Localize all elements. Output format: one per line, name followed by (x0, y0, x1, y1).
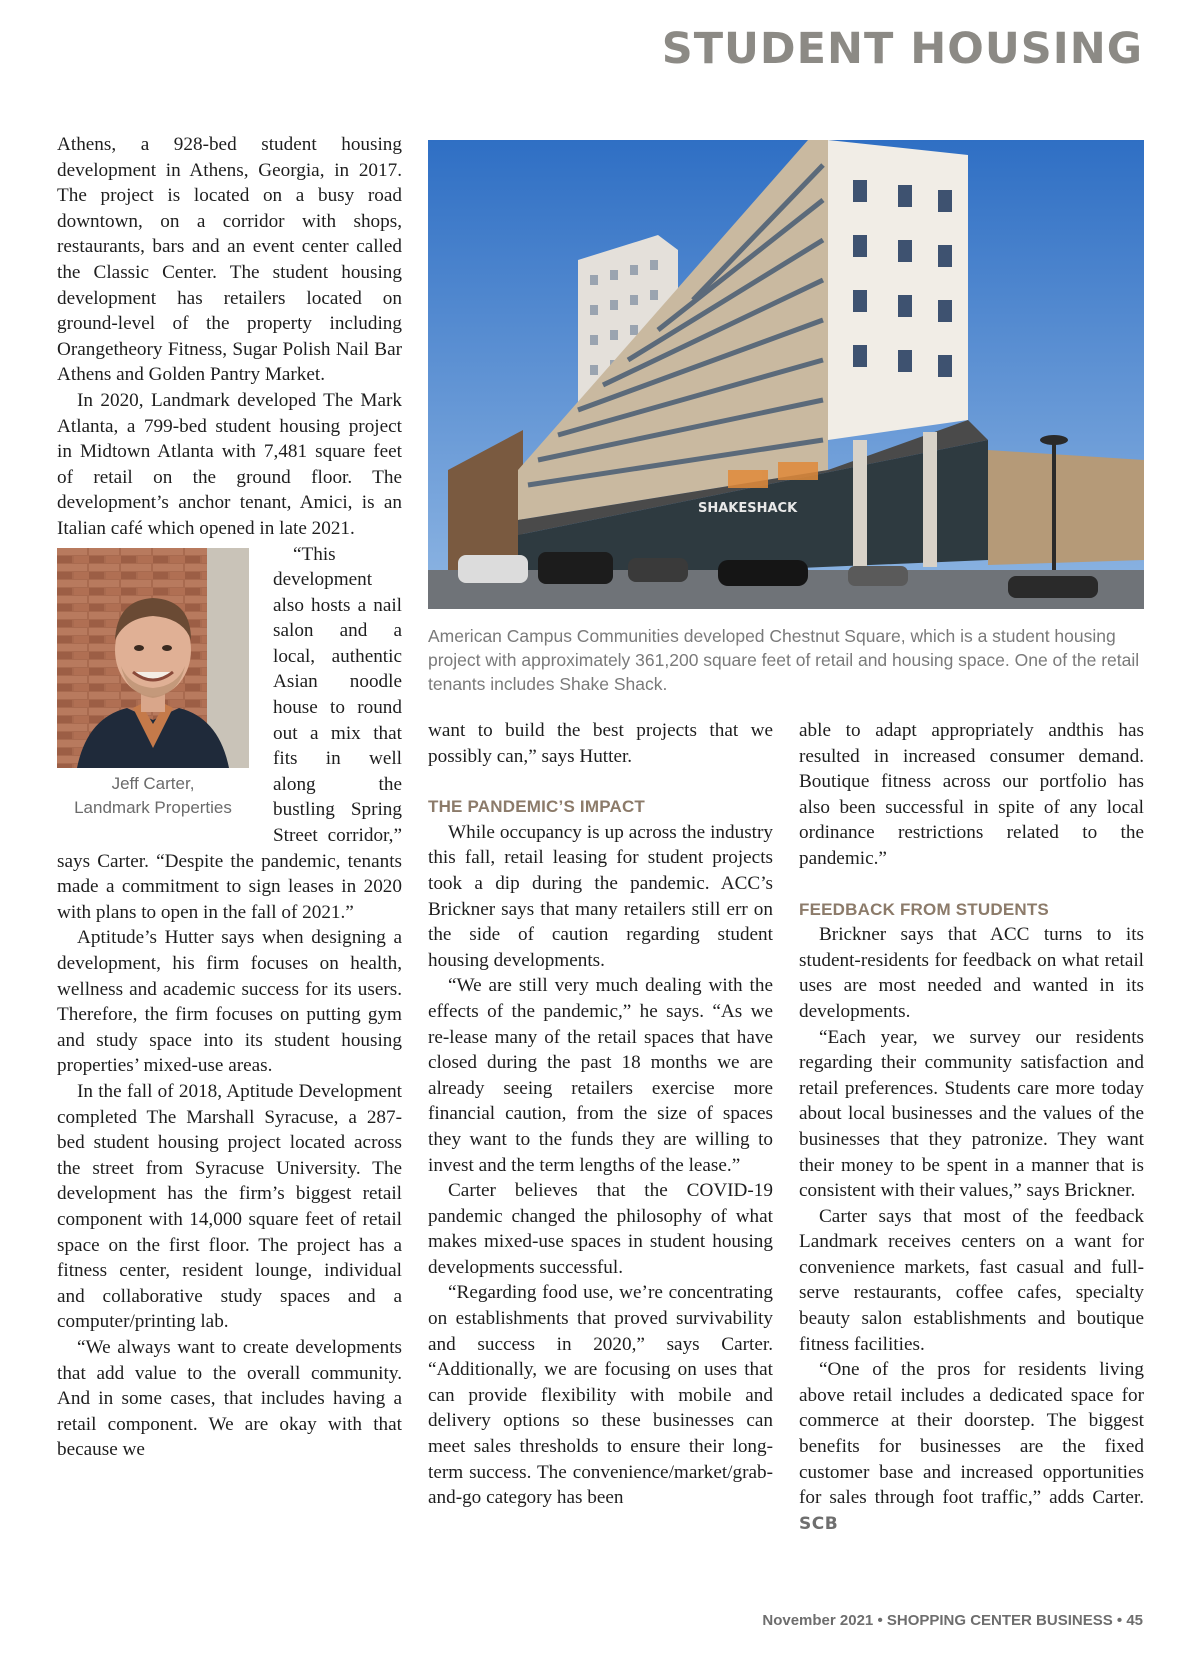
paragraph: want to build the best projects that we possibly can,” says Hutter. (428, 720, 773, 767)
article-column-2 (428, 718, 773, 1511)
paragraph: “Regarding food use, we’re concentrating on establishments that proved survivability and success in 2020,” says Carter. “Additionally, we are focusing on uses that can provide flexibility with mobile and delivery options so these businesses can meet sales thresholds to ensure their long-term success. The convenience/market/grab-and-go category has been (428, 1282, 773, 1509)
portrait-caption-company: Landmark Properties (74, 797, 232, 817)
paragraph: Carter believes that the COVID-19 pandemic changed the philosophy of what makes mixed-use spaces in student housing developments successful. (428, 1180, 773, 1278)
page-footer: November 2021 • SHOPPING CENTER BUSINESS • 45 (762, 1612, 1143, 1629)
portrait-figure (57, 548, 259, 820)
shake-shack-sign: SHAKESHACK (698, 501, 798, 516)
paragraph: able to adapt appropriately andthis has resulted in increased consumer demand. Boutique fitness across our portfolio has also been successful in spite of any local ordinance restrictions related to the pandemic.” (799, 720, 1144, 869)
paragraph: In 2020, Landmark developed The Mark Atlanta, a 799-bed student housing project in Midtown Atlanta with 7,481 square feet of retail on the ground floor. The development’s anchor tenant, Amici, is an Italian café which opened in late 2021. (57, 389, 402, 539)
portrait-photo (57, 548, 249, 768)
subhead-pandemic-impact: THE PANDEMIC’S IMPACT (428, 797, 646, 817)
paragraph: “We always want to create developments that add value to the overall community. And in some cases, that includes having a retail component. We are okay with that because we (57, 1336, 402, 1461)
article-column-1 (57, 132, 402, 1463)
paragraph: Brickner says that ACC turns to its student-residents for feedback on what retail uses are most needed and wanted in its developments. (799, 924, 1144, 1022)
paragraph: “We are still very much dealing with the effects of the pandemic,” he says. “As we re-lease many of the retail spaces that have closed during the past 18 months we are already seeing retailers exercise more financial caution, from the size of spaces they want to the funds they are willing to invest and the term lengths of the lease.” (428, 975, 773, 1176)
paragraph: Athens, a 928-bed student housing development in Athens, Georgia, in 2017. The project is located on a busy road downtown, on a corridor with shops, restaurants, bars and an event center called the Classic Center. The student housing development has retailers located on ground-level of the property including Orangetheory Fitness, Sugar Polish Nail Bar Athens and Golden Pantry Market. (57, 134, 402, 386)
end-mark: SCB (799, 1513, 839, 1534)
paragraph-text: “One of the pros for residents living above retail includes a dedicated space for commerce at their doorstep. The biggest benefits for businesses are the fixed customer base and increased opportunities for sales through foot traffic,” adds Carter. (799, 1359, 1144, 1509)
building-photo (428, 140, 1144, 609)
portrait-caption-name: Jeff Carter, (111, 773, 195, 793)
article-column-3 (799, 718, 1144, 1537)
paragraph: While occupancy is up across the industry this fall, retail leasing for student projects took a dip during the pandemic. ACC’s Brickner says that many retailers still err on the side of caution regarding student housing developments. (428, 821, 773, 971)
paragraph: In the fall of 2018, Aptitude Development completed The Marshall Syracuse, a 287-bed student housing project located across the street from Syracuse University. The development has the firm’s biggest retail component with 14,000 square feet of retail space on the first floor. The project has a fitness center, resident lounge, individual and collaborative study spaces and a computer/printing lab. (57, 1080, 402, 1333)
subhead-feedback-students: FEEDBACK FROM STUDENTS (799, 899, 1049, 919)
paragraph: Carter says that most of the feedback Landmark receives centers on a want for convenience markets, fast casual and full-serve restaurants, coffee cafes, specialty beauty salon establishments and boutique fitness facilities. (799, 1205, 1144, 1355)
paragraph-final (799, 1357, 1144, 1537)
paragraph: Aptitude’s Hutter says when designing a development, his firm focuses on health, wellness and academic success for its users. Therefore, the firm focuses on putting gym and study space into its student housing properties’ mixed-use areas. (57, 927, 402, 1077)
section-title: STUDENT HOUSING (661, 24, 1143, 74)
portrait-caption (57, 772, 249, 820)
paragraph: “Each year, we survey our residents regarding their community satisfaction and retail preferences. Students care more today about local businesses and the values of the businesses that they patronize. They want their money to be spent in a manner that is consistent with their values,” says Brickner. (799, 1026, 1144, 1202)
paragraph: “This development also hosts a nail salon and a local, authentic Asian noodle house to round out a mix that fits in well along the bustling Spring Street corridor,” says Carter. “Despite the pandemic, tenants made a commitment to sign leases in 2020 with plans to open in the fall of 2021.” (57, 543, 402, 923)
photo-caption: American Campus Communities developed Chestnut Square, which is a student housing project with approximately 361,200 square feet of retail and housing space. One of the retail tenants includes Shake Shack. (428, 626, 1140, 694)
